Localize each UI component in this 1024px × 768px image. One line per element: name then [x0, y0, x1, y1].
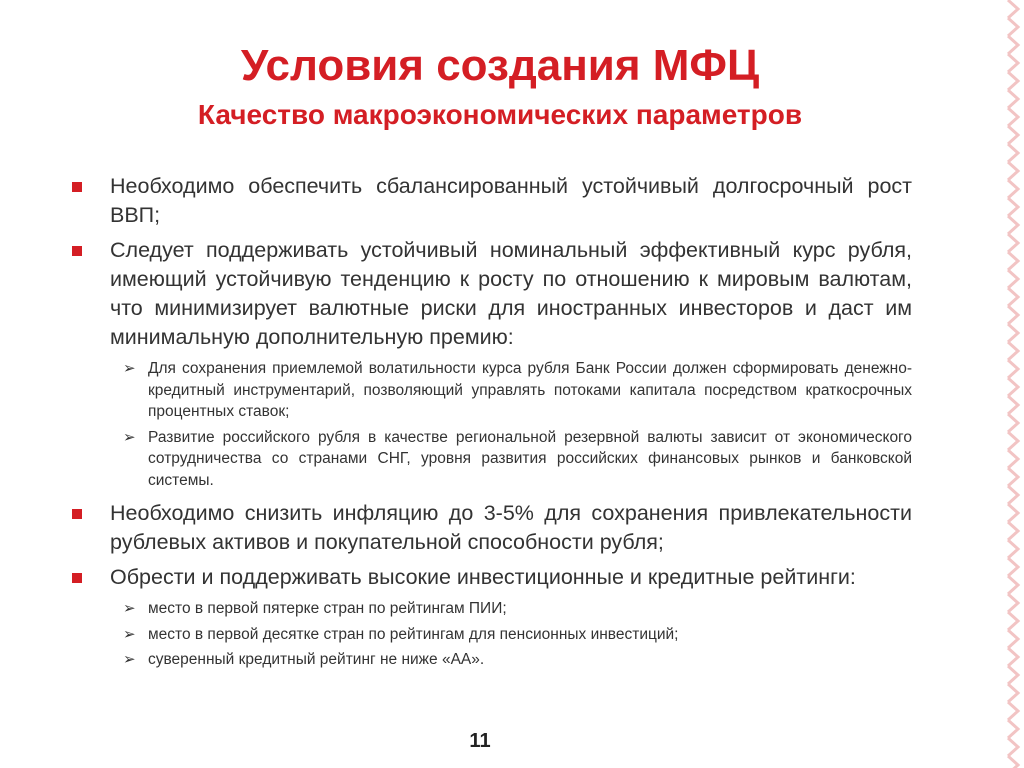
- sub-bullet-item: [70, 598, 912, 620]
- red-square-icon: [72, 182, 82, 192]
- slide-subtitle: Качество макроэкономических параметров: [197, 99, 803, 130]
- sub-bullet-text: место в первой десятке стран по рейтингам для пенсионных инвестиций;: [148, 625, 679, 643]
- bullet-item: [70, 172, 912, 230]
- bullet-item: [70, 499, 912, 557]
- arrow-bullet-icon: ➢: [123, 651, 136, 668]
- bullet-text: Обрести и поддерживать высокие инвестиционные и кредитные рейтинги:: [110, 565, 856, 589]
- sub-bullet-text: Развитие российского рубля в качестве региональной резервной валюты зависит от экономического сотрудничества со странами СНГ, уровня развития российских финансовых рынков и банковской системы.: [148, 428, 912, 489]
- sub-bullet-item: [70, 427, 912, 492]
- bullet-list: [70, 172, 912, 679]
- sub-bullet-item: [70, 358, 912, 423]
- bullet-item: [70, 236, 912, 352]
- red-square-icon: [72, 573, 82, 583]
- arrow-bullet-icon: ➢: [123, 360, 136, 377]
- arrow-bullet-icon: ➢: [123, 600, 136, 617]
- sub-bullet-item: [70, 624, 912, 646]
- chevron-border-decoration: [1002, 0, 1024, 768]
- page-number: 11: [469, 730, 491, 752]
- arrow-bullet-icon: ➢: [123, 428, 136, 446]
- sub-bullet-list: [70, 598, 912, 671]
- bullet-text: Следует поддерживать устойчивый номинальный эффективный курс рубля, имеющий устойчивую тенденцию к росту по отношению к мировым валютам, что минимизирует валютные риски для иностранных инвесторов и даст им минимальную дополнительную премию:: [110, 238, 912, 349]
- bullet-text: Необходимо обеспечить сбалансированный устойчивый долгосрочный рост ВВП;: [110, 174, 912, 227]
- sub-bullet-text: суверенный кредитный рейтинг не ниже «АА».: [148, 651, 485, 668]
- sub-bullet-item: [70, 649, 912, 671]
- bullet-item: [70, 563, 912, 592]
- red-square-icon: [72, 246, 82, 256]
- red-square-icon: [72, 509, 82, 519]
- slide-title: Условия создания МФЦ: [240, 41, 760, 90]
- sub-bullet-text: место в первой пятерке стран по рейтингам ПИИ;: [148, 600, 507, 617]
- sub-bullet-list: [70, 358, 912, 491]
- sub-bullet-text: Для сохранения приемлемой волатильности курса рубля Банк России должен сформировать денежно-кредитный инструментарий, позволяющий управлять потоками капитала посредством краткосрочных процентных ставок;: [148, 360, 912, 420]
- arrow-bullet-icon: ➢: [123, 625, 136, 643]
- bullet-text: Необходимо снизить инфляцию до 3-5% для сохранения привлекательности рублевых активов и покупательной способности рубля;: [110, 501, 912, 554]
